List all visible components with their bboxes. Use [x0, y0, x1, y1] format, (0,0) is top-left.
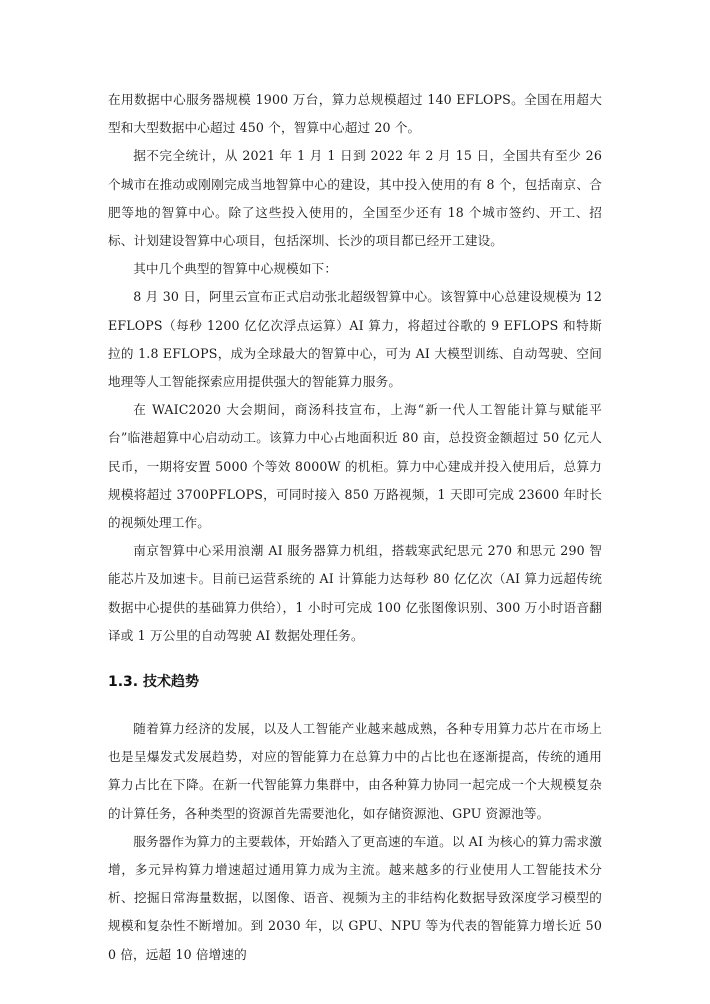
page-content	[108, 86, 602, 969]
paragraph-server-trend: 服务器作为算力的主要载体，开始踏入了更高速的车道。以 AI 为核心的算力需求激增，多元异构算力增速超过通用算力成为主流。越来越多的行业使用人工智能技术分析、挖掘日常海量数据，以图像、语音、视频为主的非结构化数据导致深度学习模型的规模和复杂性不断增加。到 2030 年，以 GPU、NPU 等为代表的智能算力增长近 500 倍，远超 10 倍增速的	[108, 833, 602, 962]
paragraph-sensetime-lingang: 在 WAIC2020 大会期间，商汤科技宣布，上海“新一代人工智能计算与赋能平台”临港超算中心启动动工。该算力中心占地面积近 80 亩，总投资金额超过 50 亿元人民币，一期将安置 5000 个等效 8000W 的机柜。算力中心建成并投入使用后，总算力规模将超过 3700PFLOPS，可同时接入 850 万路视频，1 天即可完成 23600 年时长的视频处理工作。	[108, 402, 602, 531]
paragraph-typical-intro: 其中几个典型的智算中心规模如下：	[133, 261, 338, 277]
paragraph-nanjing: 南京智算中心采用浪潮 AI 服务器算力机组，搭载寒武纪思元 270 和思元 290 智能芯片及加速卡。目前已运营系统的 AI 计算能力达每秒 80 亿亿次（AI 算力远超传统数据中心提供的基础算力供给），1 小时可完成 100 亿张图像识别、300 万小时语音翻译或 1 万公里的自动驾驶 AI 数据处理任务。	[108, 543, 602, 643]
paragraph-statistics: 据不完全统计，从 2021 年 1 月 1 日到 2022 年 2 月 15 日，全国共有至少 26 个城市在推动或刚刚完成当地智算中心的建设，其中投入使用的有 8 个，包括南京、合肥等地的智算中心。除了这些投入使用的，全国至少还有 18 个城市签约、开工、招标、计划建设智算中心项目，包括深圳、长沙的项目都已经开工建设。	[108, 148, 602, 249]
paragraph-trend-overview: 随着算力经济的发展，以及人工智能产业越来越成熟，各种专用算力芯片在市场上也是呈爆发式发展趋势，对应的智能算力在总算力中的占比也在逐渐提高，传统的通用算力占比在下降。在新一代智能算力集群中，由各种算力协同一起完成一个大规模复杂的计算任务，各种类型的资源首先需要池化，如存储资源池、GPU 资源池等。	[108, 721, 602, 821]
paragraph-datacenter-scale: 在用数据中心服务器规模 1900 万台，算力总规模超过 140 EFLOPS。全国在用超大型和大型数据中心超过 450 个，智算中心超过 20 个。	[108, 92, 602, 136]
section-heading: 1.3. 技术趋势	[108, 674, 199, 691]
paragraph-alibaba-zhangbei: 8 月 30 日，阿里云宣布正式启动张北超级智算中心。该智算中心总建设规模为 12 EFLOPS（每秒 1200 亿亿次浮点运算）AI 算力，将超过谷歌的 9 EFLOPS 和特斯拉的 1.8 EFLOPS，成为全球最大的智算中心，可为 AI 大模型训练、自动驾驶、空间地理等人工智能探索应用提供强大的智能算力服务。	[108, 289, 602, 390]
